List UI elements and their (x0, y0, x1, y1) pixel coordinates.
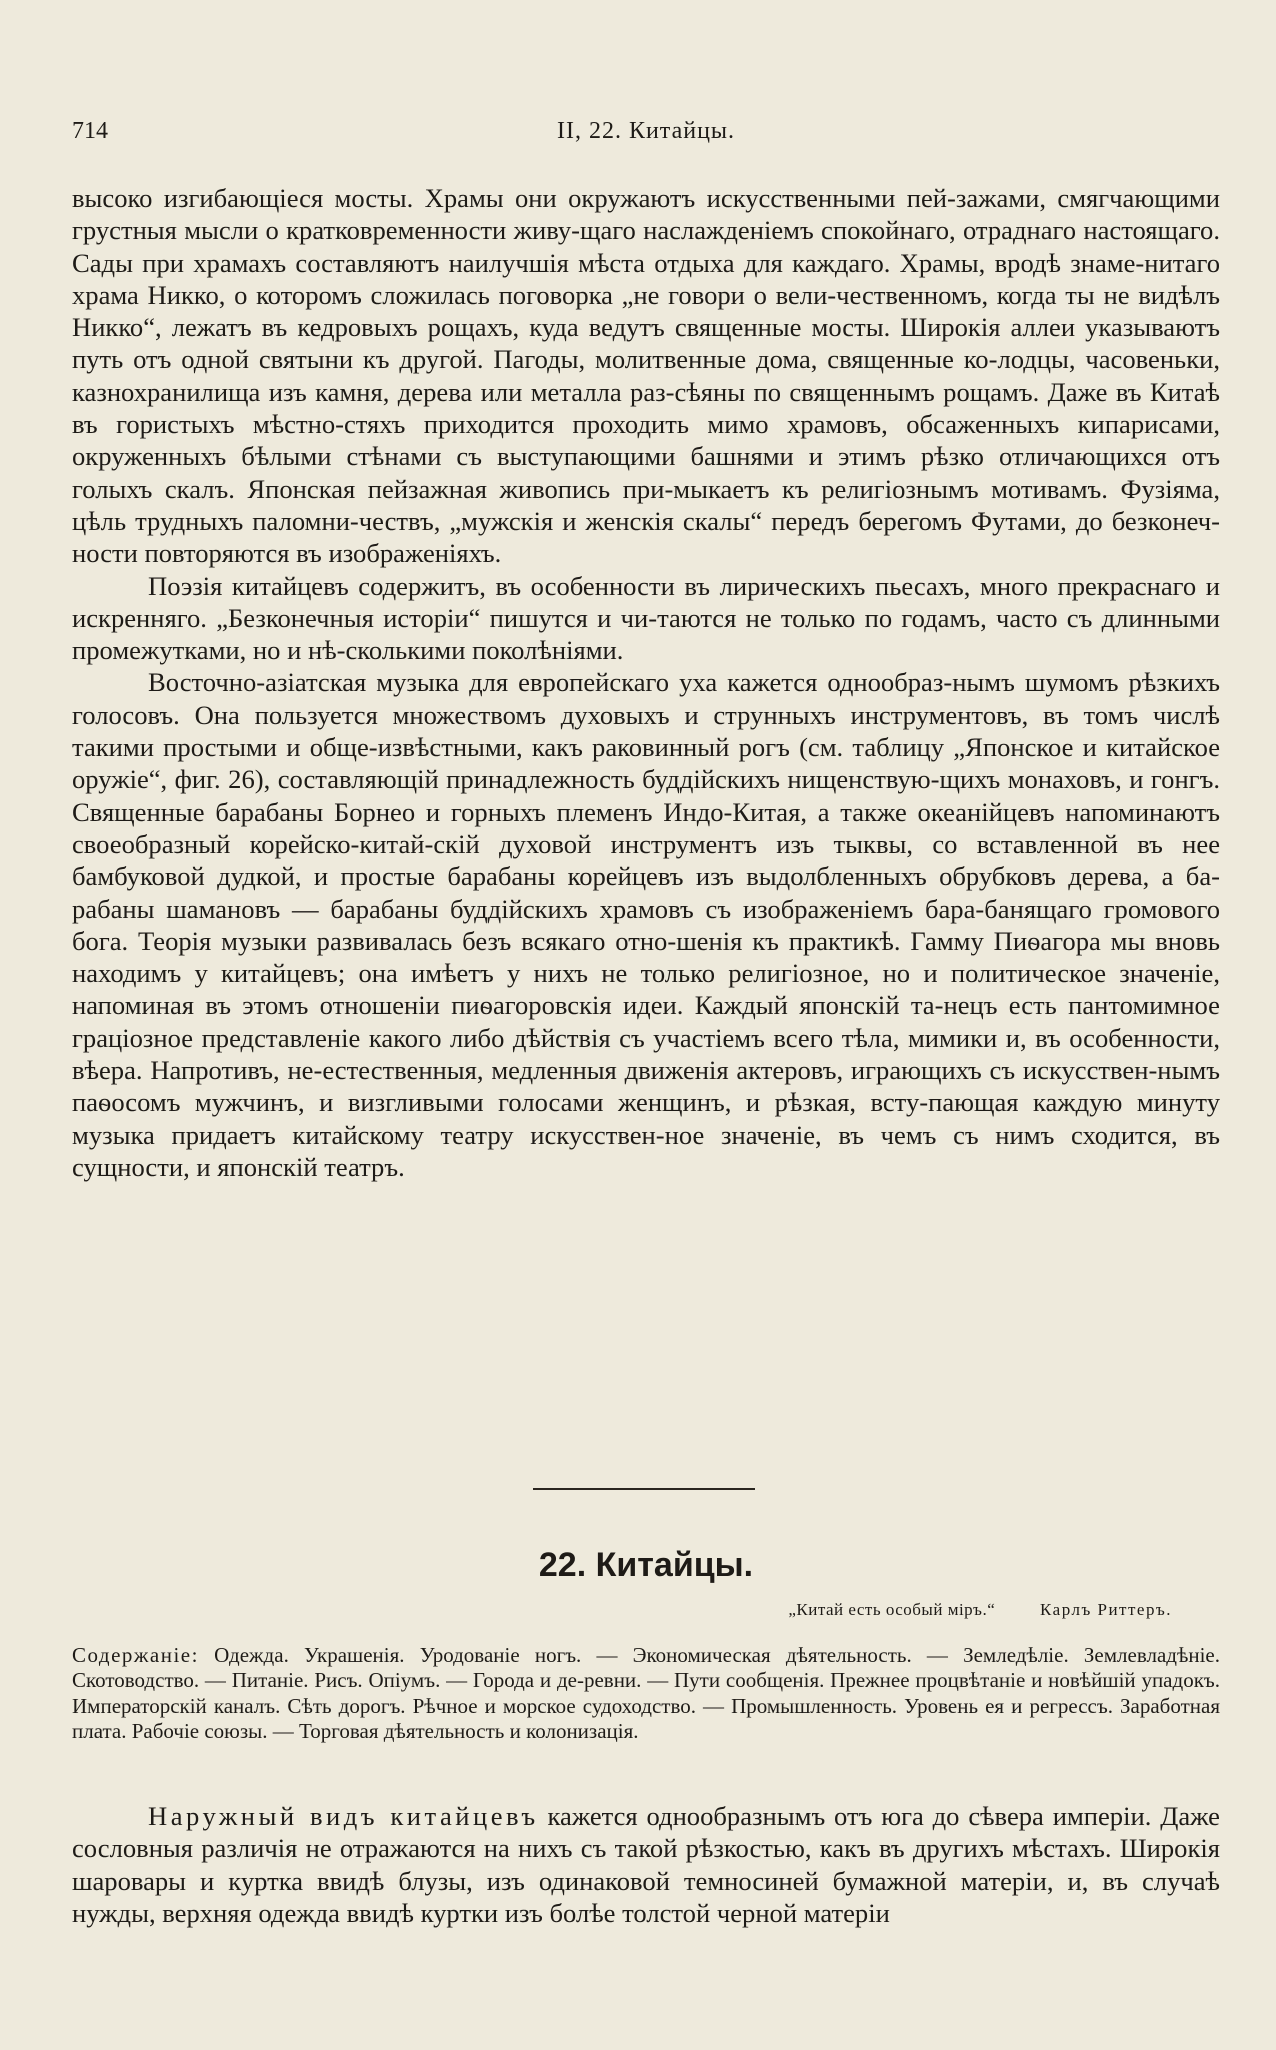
chapter-contents (72, 1643, 1220, 1745)
intro-lead: Наружный видъ китайцевъ (148, 1801, 539, 1831)
page-header (72, 118, 1220, 154)
epigraph-quote: „Китай есть особый міръ.“ (788, 1600, 996, 1619)
chapter-intro-paragraph (72, 1800, 1220, 1929)
page-number: 714 (72, 118, 108, 144)
body-text (72, 182, 1220, 1183)
paragraph-poetry: Поэзія китайцевъ содержитъ, въ особенности въ лирическихъ пьесахъ, много прекраснаго и искренняго. „Безконечныя исторіи“ пишутся и чи-таются не только по годамъ, часто съ длинными промежутками, но и нѣ-сколькими поколѣніями. (72, 570, 1220, 666)
epigraph (788, 1600, 1172, 1620)
epigraph-author: Карлъ Риттеръ. (1040, 1600, 1172, 1619)
paragraph-temples: высоко изгибающіеся мосты. Храмы они окружаютъ искусственными пей-зажами, смягчающими грустныя мысли о кратковременности живу-щаго наслажденіемъ спокойнаго, отраднаго настоящаго. Сады при храмахъ составляютъ наилучшія мѣста отдыха для каждаго. Храмы, вродѣ знаме-нитаго храма Никко, о которомъ сложилась поговорка „не говори о вели-чественномъ, когда ты не видѣлъ Никко“, лежатъ въ кедровыхъ рощахъ, куда ведутъ священные мосты. Широкія аллеи указываютъ путь отъ одной святыни къ другой. Пагоды, молитвенные дома, священные ко-лодцы, часовеньки, казнохранилища изъ камня, дерева или металла раз-сѣяны по священнымъ рощамъ. Даже въ Китаѣ въ гористыхъ мѣстно-стяхъ приходится проходить мимо храмовъ, обсаженныхъ кипарисами, окруженныхъ бѣлыми стѣнами съ выступающими башнями и этимъ рѣзко отличающихся отъ голыхъ скалъ. Японская пейзажная живопись при-мыкаетъ къ религіознымъ мотивамъ. Фузіяма, цѣль трудныхъ паломни-чествъ, „мужскія и женскія скалы“ передъ берегомъ Футами, до безконеч-ности повторяются въ изображеніяхъ. (72, 183, 1220, 569)
running-title: II, 22. Китайцы. (556, 118, 736, 144)
intro-text: кажется однообразнымъ отъ юга до сѣвера имперіи. Даже сословныя различія не отражаются на нихъ съ такой рѣзкостью, какъ въ другихъ мѣстахъ. Широкія шаровары и куртка ввидѣ блузы, изъ одинаковой темносиней бумажной матеріи, и, въ случаѣ нужды, верхняя одежда ввидѣ куртки изъ болѣе толстой черной матеріи (72, 1801, 1220, 1928)
contents-text: Одежда. Украшенія. Уродованіе ногъ. — Экономическая дѣятельность. — Земледѣліе. Землевладѣніе. Скотоводство. — Питаніе. Рисъ. Опіумъ. — Города и де-ревни. — Пути сообщенія. Прежнее процвѣтаніе и новѣйшій упадокъ. Императорскій каналъ. Сѣть дорогъ. Рѣчное и морское судоходство. — Промышленность. Уровень ея и регрессъ. Заработная плата. Рабочіе союзы. — Торговая дѣятельность и колонизація. (72, 1643, 1220, 1744)
chapter-title: 22. Китайцы. (538, 1546, 754, 1584)
section-divider (533, 1488, 755, 1490)
contents-label: Содержаніе: (72, 1643, 199, 1667)
paragraph-music: Восточно-азіатская музыка для европейскаго уха кажется однообраз-нымъ шумомъ рѣзкихъ голосовъ. Она пользуется множествомъ духовыхъ и струнныхъ инструментовъ, въ томъ числѣ такими простыми и обще-извѣстными, какъ раковинный рогъ (см. таблицу „Японское и китайское оружіе“, фиг. 26), составляющій принадлежность буддійскихъ нищенствую-щихъ монаховъ, и гонгъ. Священные барабаны Борнео и горныхъ племенъ Индо-Китая, а также океанійцевъ напоминаютъ своеобразный корейско-китай-скій духовой инструментъ изъ тыквы, со вставленной въ нее бамбуковой дудкой, и простые барабаны корейцевъ изъ выдолбленныхъ обрубковъ дерева, а ба-рабаны шамановъ — барабаны буддійскихъ храмовъ съ изображеніемъ бара-банящаго громового бога. Теорія музыки развивалась безъ всякаго отно-шенія къ практикѣ. Гамму Пиѳагора мы вновь находимъ у китайцевъ; она имѣетъ у нихъ не только религіозное, но и политическое значеніе, напоминая въ этомъ отношеніи пиѳагоровскія идеи. Каждый японскій та-нецъ есть пантомимное граціозное представленіе какого либо дѣйствія съ участіемъ всего тѣла, мимики и, въ особенности, вѣера. Напротивъ, не-естественныя, медленныя движенія актеровъ, играющихъ съ искусствен-нымъ паѳосомъ мужчинъ, и визгливыми голосами женщинъ, и рѣзкая, всту-пающая каждую минуту музыка придаетъ китайскому театру искусствен-ное значеніе, въ чемъ съ нимъ сходится, въ сущности, и японскій театръ. (72, 667, 1220, 1182)
